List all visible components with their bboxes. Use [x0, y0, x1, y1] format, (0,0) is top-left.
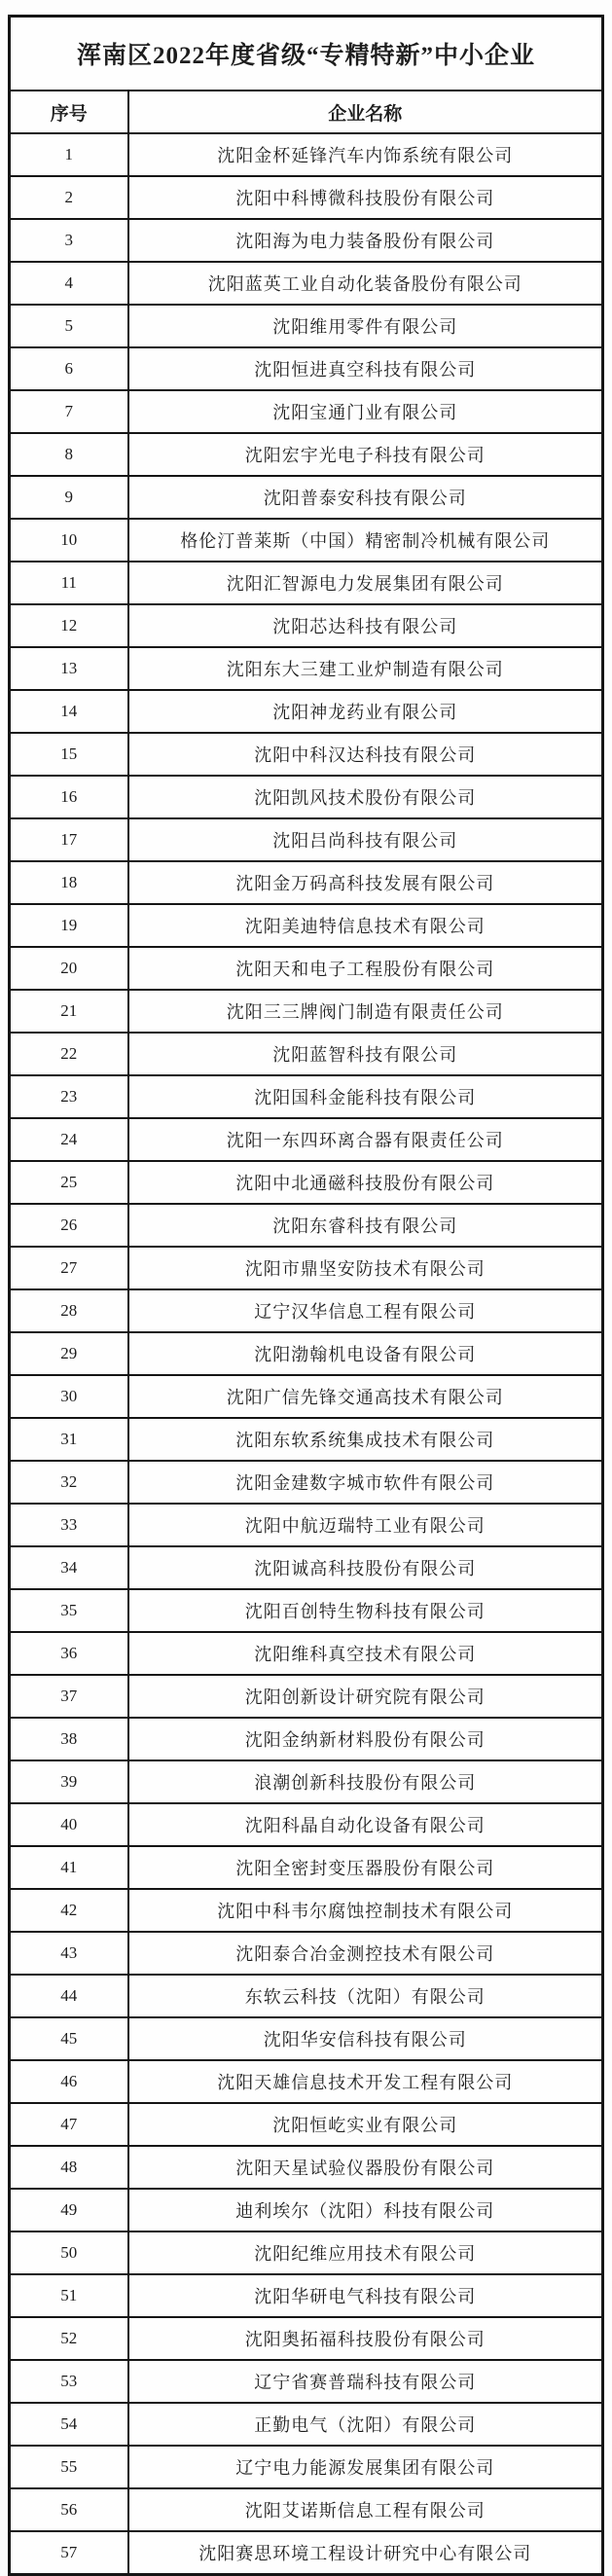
table-row	[10, 1504, 603, 1546]
company-name-cell: 格伦汀普莱斯（中国）精密制冷机械有限公司	[128, 519, 603, 562]
column-header-serial-number: 序号	[10, 91, 128, 133]
table-row	[10, 219, 603, 262]
company-name-cell: 沈阳中北通磁科技股份有限公司	[128, 1161, 603, 1204]
company-name-cell: 沈阳一东四环离合器有限责任公司	[128, 1118, 603, 1161]
row-number-cell: 41	[10, 1846, 128, 1889]
table-row	[10, 1461, 603, 1504]
row-number-cell: 21	[10, 990, 128, 1033]
row-number-cell: 9	[10, 476, 128, 519]
table-row	[10, 1332, 603, 1375]
row-number-cell: 57	[10, 2531, 128, 2575]
row-number-cell: 55	[10, 2446, 128, 2488]
column-header-company-name: 企业名称	[128, 91, 603, 133]
row-number-cell: 2	[10, 176, 128, 219]
company-name-cell: 沈阳中航迈瑞特工业有限公司	[128, 1504, 603, 1546]
row-number-cell: 6	[10, 347, 128, 390]
row-number-cell: 40	[10, 1803, 128, 1846]
table-row	[10, 1289, 603, 1332]
table-row	[10, 1204, 603, 1247]
company-name-cell: 沈阳蓝智科技有限公司	[128, 1033, 603, 1075]
row-number-cell: 56	[10, 2488, 128, 2531]
company-name-cell: 沈阳金杯延锋汽车内饰系统有限公司	[128, 133, 603, 176]
company-name-cell: 沈阳广信先锋交通高技术有限公司	[128, 1375, 603, 1418]
table-row	[10, 305, 603, 347]
table-row	[10, 904, 603, 947]
company-name-cell: 沈阳金建数字城市软件有限公司	[128, 1461, 603, 1504]
company-name-cell: 浪潮创新科技股份有限公司	[128, 1760, 603, 1803]
row-number-cell: 49	[10, 2189, 128, 2231]
title-row	[10, 17, 603, 91]
row-number-cell: 34	[10, 1546, 128, 1589]
row-number-cell: 16	[10, 776, 128, 818]
page-title: 浑南区2022年度省级“专精特新”中小企业	[10, 17, 603, 91]
row-number-cell: 52	[10, 2317, 128, 2360]
table-row	[10, 1718, 603, 1760]
row-number-cell: 13	[10, 647, 128, 690]
row-number-cell: 4	[10, 262, 128, 305]
row-number-cell: 50	[10, 2231, 128, 2274]
company-name-cell: 沈阳恒屹实业有限公司	[128, 2103, 603, 2146]
row-number-cell: 22	[10, 1033, 128, 1075]
row-number-cell: 5	[10, 305, 128, 347]
company-name-cell: 沈阳蓝英工业自动化装备股份有限公司	[128, 262, 603, 305]
table-row	[10, 947, 603, 990]
table-row	[10, 1247, 603, 1289]
table-row	[10, 2103, 603, 2146]
company-name-cell: 沈阳奥拓福科技股份有限公司	[128, 2317, 603, 2360]
table-row	[10, 1675, 603, 1718]
row-number-cell: 19	[10, 904, 128, 947]
row-number-cell: 32	[10, 1461, 128, 1504]
row-number-cell: 44	[10, 1975, 128, 2017]
company-name-cell: 辽宁电力能源发展集团有限公司	[128, 2446, 603, 2488]
table-row	[10, 562, 603, 604]
company-name-cell: 辽宁省赛普瑞科技有限公司	[128, 2360, 603, 2403]
table-row	[10, 1803, 603, 1846]
table-row	[10, 390, 603, 433]
company-name-cell: 沈阳创新设计研究院有限公司	[128, 1675, 603, 1718]
table-row	[10, 133, 603, 176]
table-row	[10, 1760, 603, 1803]
table-row	[10, 1889, 603, 1932]
table-row	[10, 176, 603, 219]
company-name-cell: 辽宁汉华信息工程有限公司	[128, 1289, 603, 1332]
company-name-cell: 沈阳华研电气科技有限公司	[128, 2274, 603, 2317]
company-name-cell: 沈阳东睿科技有限公司	[128, 1204, 603, 1247]
row-number-cell: 33	[10, 1504, 128, 1546]
company-name-cell: 沈阳凯风技术股份有限公司	[128, 776, 603, 818]
company-name-cell: 沈阳中科韦尔腐蚀控制技术有限公司	[128, 1889, 603, 1932]
company-name-cell: 沈阳国科金能科技有限公司	[128, 1075, 603, 1118]
table-row	[10, 433, 603, 476]
table-row	[10, 2231, 603, 2274]
row-number-cell: 1	[10, 133, 128, 176]
row-number-cell: 37	[10, 1675, 128, 1718]
table-row	[10, 262, 603, 305]
row-number-cell: 53	[10, 2360, 128, 2403]
table-row	[10, 604, 603, 647]
company-name-cell: 沈阳恒进真空科技有限公司	[128, 347, 603, 390]
table-row	[10, 2274, 603, 2317]
row-number-cell: 20	[10, 947, 128, 990]
table-row	[10, 1033, 603, 1075]
row-number-cell: 29	[10, 1332, 128, 1375]
company-name-cell: 东软云科技（沈阳）有限公司	[128, 1975, 603, 2017]
row-number-cell: 54	[10, 2403, 128, 2446]
company-name-cell: 沈阳神龙药业有限公司	[128, 690, 603, 733]
row-number-cell: 38	[10, 1718, 128, 1760]
row-number-cell: 3	[10, 219, 128, 262]
company-name-cell: 沈阳全密封变压器股份有限公司	[128, 1846, 603, 1889]
row-number-cell: 51	[10, 2274, 128, 2317]
company-name-cell: 正勤电气（沈阳）有限公司	[128, 2403, 603, 2446]
row-number-cell: 26	[10, 1204, 128, 1247]
table-row	[10, 2446, 603, 2488]
row-number-cell: 30	[10, 1375, 128, 1418]
company-name-cell: 沈阳海为电力装备股份有限公司	[128, 219, 603, 262]
row-number-cell: 11	[10, 562, 128, 604]
company-name-cell: 沈阳泰合冶金测控技术有限公司	[128, 1932, 603, 1975]
table-row	[10, 990, 603, 1033]
row-number-cell: 31	[10, 1418, 128, 1461]
company-name-cell: 沈阳金万码高科技发展有限公司	[128, 861, 603, 904]
table-row	[10, 2017, 603, 2060]
row-number-cell: 23	[10, 1075, 128, 1118]
company-name-cell: 沈阳三三牌阀门制造有限责任公司	[128, 990, 603, 1033]
table-row	[10, 476, 603, 519]
row-number-cell: 48	[10, 2146, 128, 2189]
table-row	[10, 1975, 603, 2017]
table-row	[10, 1546, 603, 1589]
row-number-cell: 7	[10, 390, 128, 433]
table-row	[10, 818, 603, 861]
row-number-cell: 45	[10, 2017, 128, 2060]
row-number-cell: 12	[10, 604, 128, 647]
company-table-body	[10, 133, 603, 2575]
company-name-cell: 沈阳芯达科技有限公司	[128, 604, 603, 647]
row-number-cell: 14	[10, 690, 128, 733]
company-name-cell: 沈阳科晶自动化设备有限公司	[128, 1803, 603, 1846]
row-number-cell: 35	[10, 1589, 128, 1632]
row-number-cell: 24	[10, 1118, 128, 1161]
table-row	[10, 1375, 603, 1418]
row-number-cell: 17	[10, 818, 128, 861]
table-row	[10, 519, 603, 562]
table-row	[10, 647, 603, 690]
company-name-cell: 迪利埃尔（沈阳）科技有限公司	[128, 2189, 603, 2231]
company-name-cell: 沈阳中科汉达科技有限公司	[128, 733, 603, 776]
table-row	[10, 776, 603, 818]
row-number-cell: 42	[10, 1889, 128, 1932]
table-row	[10, 2317, 603, 2360]
table-row	[10, 2060, 603, 2103]
row-number-cell: 43	[10, 1932, 128, 1975]
company-name-cell: 沈阳天和电子工程股份有限公司	[128, 947, 603, 990]
table-row	[10, 347, 603, 390]
table-row	[10, 1589, 603, 1632]
table-row	[10, 690, 603, 733]
row-number-cell: 15	[10, 733, 128, 776]
company-name-cell: 沈阳东软系统集成技术有限公司	[128, 1418, 603, 1461]
table-row	[10, 1846, 603, 1889]
company-name-cell: 沈阳宝通门业有限公司	[128, 390, 603, 433]
table-row	[10, 2488, 603, 2531]
table-row	[10, 1418, 603, 1461]
row-number-cell: 36	[10, 1632, 128, 1675]
company-name-cell: 沈阳宏宇光电子科技有限公司	[128, 433, 603, 476]
row-number-cell: 39	[10, 1760, 128, 1803]
company-name-cell: 沈阳美迪特信息技术有限公司	[128, 904, 603, 947]
table-row	[10, 1161, 603, 1204]
table-row	[10, 2403, 603, 2446]
table-header-row	[10, 91, 603, 133]
company-name-cell: 沈阳市鼎坚安防技术有限公司	[128, 1247, 603, 1289]
company-list-table	[8, 15, 604, 2576]
company-name-cell: 沈阳维科真空技术有限公司	[128, 1632, 603, 1675]
row-number-cell: 18	[10, 861, 128, 904]
row-number-cell: 28	[10, 1289, 128, 1332]
company-name-cell: 沈阳渤翰机电设备有限公司	[128, 1332, 603, 1375]
company-name-cell: 沈阳东大三建工业炉制造有限公司	[128, 647, 603, 690]
table-row	[10, 1075, 603, 1118]
company-name-cell: 沈阳吕尚科技有限公司	[128, 818, 603, 861]
table-row	[10, 2531, 603, 2575]
row-number-cell: 25	[10, 1161, 128, 1204]
table-row	[10, 2360, 603, 2403]
company-name-cell: 沈阳金纳新材料股份有限公司	[128, 1718, 603, 1760]
company-name-cell: 沈阳诚高科技股份有限公司	[128, 1546, 603, 1589]
row-number-cell: 27	[10, 1247, 128, 1289]
row-number-cell: 10	[10, 519, 128, 562]
company-name-cell: 沈阳百创特生物科技有限公司	[128, 1589, 603, 1632]
company-name-cell: 沈阳华安信科技有限公司	[128, 2017, 603, 2060]
company-name-cell: 沈阳艾诺斯信息工程有限公司	[128, 2488, 603, 2531]
company-name-cell: 沈阳天星试验仪器股份有限公司	[128, 2146, 603, 2189]
company-name-cell: 沈阳维用零件有限公司	[128, 305, 603, 347]
table-row	[10, 2189, 603, 2231]
table-row	[10, 1632, 603, 1675]
table-row	[10, 1932, 603, 1975]
row-number-cell: 8	[10, 433, 128, 476]
table-row	[10, 2146, 603, 2189]
company-name-cell: 沈阳中科博微科技股份有限公司	[128, 176, 603, 219]
row-number-cell: 47	[10, 2103, 128, 2146]
company-name-cell: 沈阳纪维应用技术有限公司	[128, 2231, 603, 2274]
row-number-cell: 46	[10, 2060, 128, 2103]
table-row	[10, 733, 603, 776]
company-name-cell: 沈阳普泰安科技有限公司	[128, 476, 603, 519]
company-name-cell: 沈阳赛思环境工程设计研究中心有限公司	[128, 2531, 603, 2575]
company-name-cell: 沈阳天雄信息技术开发工程有限公司	[128, 2060, 603, 2103]
table-row	[10, 861, 603, 904]
company-name-cell: 沈阳汇智源电力发展集团有限公司	[128, 562, 603, 604]
table-row	[10, 1118, 603, 1161]
